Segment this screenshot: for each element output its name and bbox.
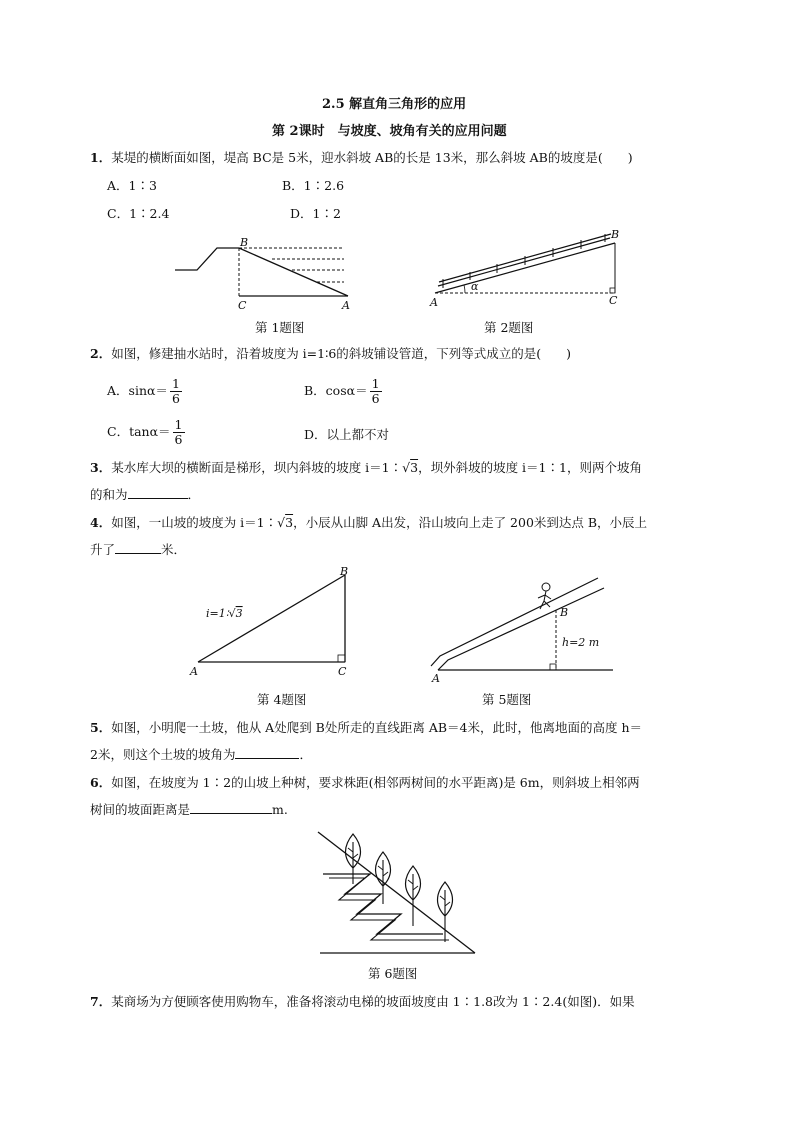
figure-4-triangle — [188, 565, 368, 685]
figure-1-dyke — [172, 238, 372, 318]
fig2-label-b: B — [611, 228, 620, 241]
fraction: $\frac{1}{6}$ — [174, 417, 183, 447]
question-text: 树间的坡面距离是 — [90, 802, 191, 817]
option-label: C．tanα＝ — [107, 424, 171, 439]
page-title: 2.5 解直角三角形的应用 — [322, 97, 467, 112]
question-text: 的和为 — [90, 487, 128, 502]
figure-6-trees-on-slope — [315, 822, 485, 962]
question-text: 某水库大坝的横断面是梯形，坝内斜坡的坡度 i＝1∶ — [111, 460, 403, 475]
q2-option-b — [304, 377, 382, 406]
question-6 — [90, 774, 640, 791]
question-number: 3． — [90, 460, 112, 475]
answer-blank[interactable] — [235, 746, 299, 759]
question-text: ． — [299, 747, 312, 762]
question-text: ，小辰从山脚 A出发，沿山坡向上走了 200米到达点 B，小辰上 — [293, 515, 648, 530]
fig2-label-a: A — [430, 296, 438, 309]
question-number: 5． — [90, 720, 112, 735]
root-value: 3 — [285, 515, 294, 530]
question-3-line-2 — [90, 486, 200, 503]
fig1-caption: 第 1题图 — [255, 320, 305, 335]
question-1 — [90, 149, 633, 166]
page-subtitle: 第 2课时 与坡度、坡角有关的应用问题 — [272, 124, 507, 139]
answer-blank[interactable] — [115, 541, 161, 554]
q1-option-d: D．1∶2 — [290, 206, 341, 221]
question-text: 如图，小明爬一土坡，他从 A处爬到 B处所走的直线距离 AB＝4米，此时，他离地面的高度 h＝ — [111, 720, 643, 735]
question-2 — [90, 345, 571, 362]
fig4-caption: 第 4题图 — [257, 692, 307, 707]
question-text: 某商场为方便顾客使用购物车，准备将滚动电梯的坡面坡度由 1∶1.8改为 1∶2.4(如图)．如果 — [111, 994, 635, 1009]
question-5-line-2 — [90, 746, 312, 763]
question-number: 7． — [90, 994, 112, 1009]
root-value: 3 — [410, 460, 419, 475]
answer-blank[interactable] — [128, 486, 188, 499]
fig5-caption: 第 5题图 — [482, 692, 532, 707]
question-text: 升了 — [90, 542, 116, 557]
question-text: 如图，修建抽水站时，沿着坡度为 i=1∶6的斜坡铺设管道，下列等式成立的是( ) — [111, 346, 572, 361]
fig4-label-c: C — [338, 665, 347, 678]
question-3: 3．某水库大坝的横断面是梯形，坝内斜坡的坡度 i＝1∶√3，坝外斜坡的坡度 i＝1∶1，则两个坡角 — [90, 460, 642, 475]
question-text: 2米，则这个土坡的坡角为 — [90, 747, 236, 762]
fraction: $\frac{1}{6}$ — [171, 376, 180, 406]
fig6-caption: 第 6题图 — [368, 966, 418, 981]
fig5-label-b: B — [560, 606, 569, 619]
fig5-label-a: A — [432, 672, 440, 685]
question-4: 4．如图，一山坡的坡度为 i＝1∶√3，小辰从山脚 A出发，沿山坡向上走了 200米到达点 B，小辰上 — [90, 515, 648, 530]
q2-option-d: D．以上都不对 — [304, 427, 390, 442]
fig5-height-label: h=2 m — [562, 636, 600, 649]
fraction: $\frac{1}{6}$ — [371, 376, 380, 406]
fig2-label-c: C — [609, 294, 618, 307]
question-text: 如图，在坡度为 1∶2的山坡上种树，要求株距(相邻两树间的水平距离)是 6m，则斜坡上相邻两 — [111, 775, 640, 790]
fig4-label-a: A — [190, 665, 198, 678]
fig4-slope-label: i=1∶√3 — [206, 607, 243, 620]
question-text: ． — [187, 487, 201, 502]
question-text: 米． — [161, 542, 187, 557]
figure-2-pipe-slope — [425, 228, 625, 308]
question-number: 2． — [90, 346, 112, 361]
question-number: 6． — [90, 775, 112, 790]
question-4-line-2 — [90, 541, 186, 558]
question-number: 4． — [90, 515, 112, 530]
q2-option-c — [107, 418, 185, 447]
fig2-label-alpha: α — [471, 280, 479, 293]
q1-option-a: A．1∶3 — [107, 178, 157, 193]
q2-option-a — [107, 377, 182, 406]
q1-option-c: C．1∶2.4 — [107, 206, 170, 221]
answer-blank[interactable] — [190, 801, 272, 814]
question-number: 1． — [90, 150, 112, 165]
question-text: m. — [272, 802, 288, 817]
fig1-label-b: B — [240, 236, 249, 249]
option-label: B．cosα＝ — [304, 383, 368, 398]
fig1-label-a: A — [342, 299, 350, 312]
figure-5-climber-slope — [428, 568, 628, 688]
q1-option-b: B．1∶2.6 — [282, 178, 345, 193]
question-text: 如图，一山坡的坡度为 i＝1∶ — [111, 515, 278, 530]
fig4-label-b: B — [340, 565, 349, 578]
question-text: 某堤的横断面如图，堤高 BC是 5米，迎水斜坡 AB的长是 13米，那么斜坡 AB的坡度是( ) — [111, 150, 633, 165]
question-6-line-2 — [90, 801, 288, 818]
question-text: ，坝外斜坡的坡度 i＝1∶1，则两个坡角 — [418, 460, 642, 475]
question-7 — [90, 993, 635, 1010]
option-label: A．sinα＝ — [107, 383, 168, 398]
question-5 — [90, 719, 642, 736]
fig2-caption: 第 2题图 — [484, 320, 534, 335]
fig1-label-c: C — [238, 299, 247, 312]
